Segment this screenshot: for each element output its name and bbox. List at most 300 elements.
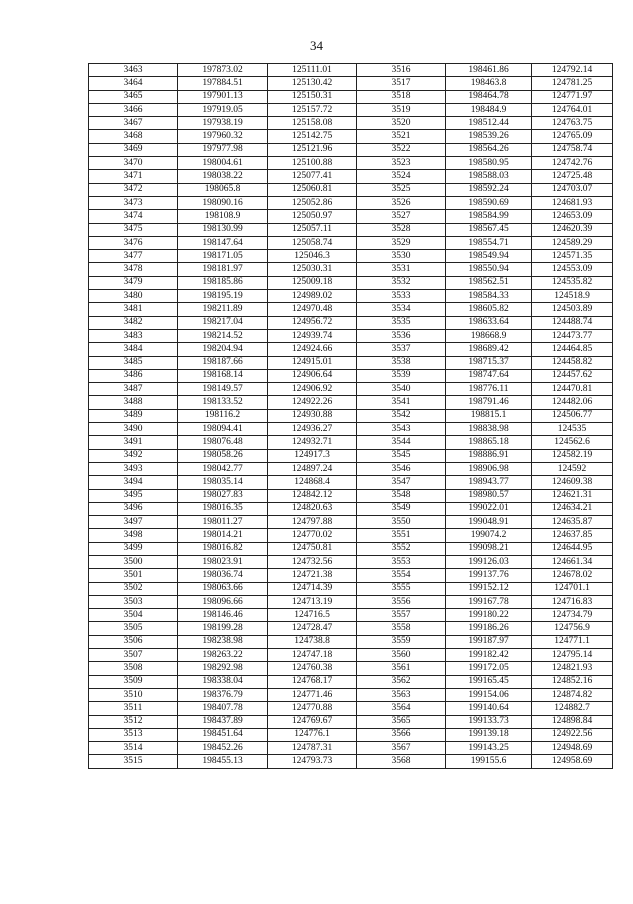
table-cell: 3509 [89,675,178,688]
table-cell: 3526 [357,196,446,209]
table-cell: 124716.5 [268,609,357,622]
table-row [89,316,613,329]
table-cell: 3464 [89,77,178,90]
table-cell: 124458.82 [532,356,613,369]
table-cell: 198181.97 [178,263,268,276]
table-cell: 3517 [357,77,446,90]
table-cell: 198592.24 [446,183,532,196]
table-cell: 3485 [89,356,178,369]
table-cell: 198452.26 [178,742,268,755]
table-cell: 198011.27 [178,516,268,529]
table-cell: 198562.51 [446,276,532,289]
table-cell: 3528 [357,223,446,236]
table-cell: 198211.89 [178,303,268,316]
table-cell: 3512 [89,715,178,728]
table-row [89,223,613,236]
table-cell: 124922.56 [532,728,613,741]
table-cell: 3465 [89,90,178,103]
table-cell: 3563 [357,688,446,701]
table-cell: 124473.77 [532,329,613,342]
table-cell: 3535 [357,316,446,329]
table-cell: 124820.63 [268,502,357,515]
table-row [89,356,613,369]
table-cell: 3501 [89,569,178,582]
table-row [89,529,613,542]
table-row [89,662,613,675]
table-cell: 125058.74 [268,236,357,249]
table-cell: 3524 [357,170,446,183]
table-cell: 3523 [357,157,446,170]
table-cell: 198943.77 [446,476,532,489]
table-row [89,329,613,342]
table-row [89,449,613,462]
table-cell: 124571.35 [532,250,613,263]
table-cell: 3554 [357,569,446,582]
table-cell: 3532 [357,276,446,289]
table-cell: 124482.06 [532,396,613,409]
table-row [89,276,613,289]
table-cell: 198338.04 [178,675,268,688]
table-cell: 3519 [357,103,446,116]
table-cell: 199187.97 [446,635,532,648]
table-cell: 3467 [89,117,178,130]
table-cell: 124897.24 [268,462,357,475]
table-cell: 3491 [89,436,178,449]
table-cell: 3496 [89,502,178,515]
table-row [89,210,613,223]
table-cell: 3564 [357,702,446,715]
table-cell: 3515 [89,755,178,768]
table-cell: 199137.76 [446,569,532,582]
table-cell: 124989.02 [268,290,357,303]
table-cell: 3544 [357,436,446,449]
table-cell: 124898.84 [532,715,613,728]
table-cell: 3545 [357,449,446,462]
table-cell: 124771.1 [532,635,613,648]
table-cell: 3518 [357,90,446,103]
table-cell: 3520 [357,117,446,130]
table-cell: 124747.18 [268,649,357,662]
table-row [89,117,613,130]
table-cell: 3533 [357,290,446,303]
table-row [89,423,613,436]
table-cell: 124874.82 [532,688,613,701]
table-cell: 3539 [357,369,446,382]
table-cell: 124634.21 [532,502,613,515]
table-cell: 3547 [357,476,446,489]
table-row [89,542,613,555]
table-cell: 198168.14 [178,369,268,382]
table-cell: 3476 [89,236,178,249]
table-cell: 198116.2 [178,409,268,422]
table-cell: 199048.91 [446,516,532,529]
table-cell: 198146.46 [178,609,268,622]
table-cell: 199165.45 [446,675,532,688]
table-cell: 124758.74 [532,143,613,156]
table-cell: 124734.79 [532,609,613,622]
table-cell: 3553 [357,555,446,568]
table-cell: 124787.31 [268,742,357,755]
table-cell: 198214.52 [178,329,268,342]
table-cell: 125100.88 [268,157,357,170]
table-cell: 198539.26 [446,130,532,143]
table-cell: 198437.89 [178,715,268,728]
table-cell: 124917.3 [268,449,357,462]
table-cell: 198407.78 [178,702,268,715]
table-cell: 124621.31 [532,489,613,502]
table-cell: 3537 [357,343,446,356]
table-cell: 198185.86 [178,276,268,289]
table-cell: 124635.87 [532,516,613,529]
table-cell: 198815.1 [446,409,532,422]
table-cell: 3490 [89,423,178,436]
table-cell: 124939.74 [268,329,357,342]
table-cell: 124932.71 [268,436,357,449]
table-row [89,64,613,77]
table-cell: 198564.26 [446,143,532,156]
table-cell: 124713.19 [268,595,357,608]
table-body [89,64,613,769]
table-cell: 124464.85 [532,343,613,356]
table-cell: 3552 [357,542,446,555]
table-cell: 3557 [357,609,446,622]
table-cell: 198376.79 [178,688,268,701]
table-cell: 199154.06 [446,688,532,701]
table-cell: 198035.14 [178,476,268,489]
table-cell: 124793.73 [268,755,357,768]
table-cell: 198668.9 [446,329,532,342]
table-cell: 124562.6 [532,436,613,449]
table-cell: 124770.88 [268,702,357,715]
table-cell: 197977.98 [178,143,268,156]
table-cell: 125111.01 [268,64,357,77]
table-cell: 3468 [89,130,178,143]
table-cell: 125009.18 [268,276,357,289]
table-cell: 124653.09 [532,210,613,223]
table-cell: 3559 [357,635,446,648]
table-cell: 124781.25 [532,77,613,90]
table-cell: 124703.07 [532,183,613,196]
table-row [89,130,613,143]
table-cell: 3507 [89,649,178,662]
table-row [89,290,613,303]
table-cell: 124915.01 [268,356,357,369]
table-cell: 198464.78 [446,90,532,103]
table-cell: 124457.62 [532,369,613,382]
table-cell: 3550 [357,516,446,529]
table-cell: 125158.08 [268,117,357,130]
table-cell: 198147.64 [178,236,268,249]
table-cell: 3558 [357,622,446,635]
table-cell: 124592 [532,462,613,475]
table-cell: 3543 [357,423,446,436]
table-row [89,250,613,263]
table-cell: 124582.19 [532,449,613,462]
table-cell: 3541 [357,396,446,409]
table-cell: 198590.69 [446,196,532,209]
table-cell: 198484.9 [446,103,532,116]
table-cell: 198715.37 [446,356,532,369]
table-cell: 124930.88 [268,409,357,422]
table-cell: 199126.03 [446,555,532,568]
table-cell: 198451.64 [178,728,268,741]
table-cell: 198886.91 [446,449,532,462]
table-cell: 124842.12 [268,489,357,502]
table-cell: 198580.95 [446,157,532,170]
table-cell: 3549 [357,502,446,515]
table-cell: 198865.18 [446,436,532,449]
table-cell: 124906.92 [268,383,357,396]
table-cell: 198042.77 [178,462,268,475]
table-cell: 199022.01 [446,502,532,515]
table-cell: 199140.64 [446,702,532,715]
table-row [89,343,613,356]
table-cell: 198014.21 [178,529,268,542]
table-cell: 198016.82 [178,542,268,555]
table-row [89,383,613,396]
table-cell: 3484 [89,343,178,356]
table-cell: 197901.13 [178,90,268,103]
table-cell: 198036.74 [178,569,268,582]
table-cell: 124750.81 [268,542,357,555]
table-cell: 124956.72 [268,316,357,329]
table-cell: 3499 [89,542,178,555]
table-cell: 124776.1 [268,728,357,741]
table-cell: 3472 [89,183,178,196]
table-cell: 198027.83 [178,489,268,502]
table-cell: 198455.13 [178,755,268,768]
table-cell: 3530 [357,250,446,263]
table-cell: 3497 [89,516,178,529]
table-cell: 198199.28 [178,622,268,635]
table-cell: 3498 [89,529,178,542]
table-cell: 124769.67 [268,715,357,728]
table-cell: 124852.16 [532,675,613,688]
table-row [89,569,613,582]
table-cell: 3555 [357,582,446,595]
table-cell: 3560 [357,649,446,662]
table-cell: 124738.8 [268,635,357,648]
table-row [89,369,613,382]
table-cell: 125030.31 [268,263,357,276]
table-cell: 3514 [89,742,178,755]
table-cell: 124771.97 [532,90,613,103]
table-cell: 198090.16 [178,196,268,209]
table-cell: 124924.66 [268,343,357,356]
table-cell: 198550.94 [446,263,532,276]
table-row [89,236,613,249]
table-cell: 198133.52 [178,396,268,409]
table-cell: 124795.14 [532,649,613,662]
table-cell: 3504 [89,609,178,622]
table-cell: 3480 [89,290,178,303]
table-cell: 198461.86 [446,64,532,77]
table-cell: 124768.17 [268,675,357,688]
table-cell: 199172.05 [446,662,532,675]
table-cell: 124553.09 [532,263,613,276]
table-cell: 124535 [532,423,613,436]
table-row [89,143,613,156]
table-cell: 125077.41 [268,170,357,183]
table-cell: 3529 [357,236,446,249]
table-cell: 3482 [89,316,178,329]
table-cell: 198906.98 [446,462,532,475]
table-row [89,595,613,608]
table-row [89,742,613,755]
table-cell: 198187.66 [178,356,268,369]
table-cell: 3522 [357,143,446,156]
table-cell: 199152.12 [446,582,532,595]
table-row [89,649,613,662]
table-cell: 124732.56 [268,555,357,568]
table-cell: 3502 [89,582,178,595]
table-cell: 124589.29 [532,236,613,249]
table-cell: 3479 [89,276,178,289]
table-cell: 198588.03 [446,170,532,183]
table-cell: 3475 [89,223,178,236]
table-cell: 198512.44 [446,117,532,130]
table-cell: 198791.46 [446,396,532,409]
table-cell: 3511 [89,702,178,715]
table-cell: 197919.05 [178,103,268,116]
table-cell: 198108.9 [178,210,268,223]
table-cell: 124742.76 [532,157,613,170]
table-cell: 3540 [357,383,446,396]
table-row [89,555,613,568]
table-row [89,103,613,116]
table-cell: 198238.98 [178,635,268,648]
table-row [89,702,613,715]
table-cell: 3508 [89,662,178,675]
table-cell: 125060.81 [268,183,357,196]
table-cell: 198554.71 [446,236,532,249]
table-cell: 3500 [89,555,178,568]
table-row [89,396,613,409]
table-cell: 3556 [357,595,446,608]
table-cell: 124470.81 [532,383,613,396]
table-cell: 199155.6 [446,755,532,768]
table-cell: 198980.57 [446,489,532,502]
table-cell: 3542 [357,409,446,422]
table-cell: 124721.38 [268,569,357,582]
table-cell: 3562 [357,675,446,688]
table-row [89,516,613,529]
table-cell: 3489 [89,409,178,422]
table-cell: 124620.39 [532,223,613,236]
table-cell: 3493 [89,462,178,475]
table-cell: 124756.9 [532,622,613,635]
table-row [89,675,613,688]
table-cell: 124518.9 [532,290,613,303]
table-cell: 198076.48 [178,436,268,449]
table-cell: 198063.66 [178,582,268,595]
table-cell: 3483 [89,329,178,342]
table-cell: 124763.75 [532,117,613,130]
table-cell: 199143.25 [446,742,532,755]
table-row [89,609,613,622]
table-row [89,90,613,103]
table-cell: 3548 [357,489,446,502]
table-row [89,635,613,648]
table-row [89,728,613,741]
table-cell: 198217.04 [178,316,268,329]
table-cell: 124764.01 [532,103,613,116]
table-cell: 3516 [357,64,446,77]
table-cell: 198689.42 [446,343,532,356]
table-cell: 3538 [357,356,446,369]
table-cell: 125121.96 [268,143,357,156]
table-cell: 199133.73 [446,715,532,728]
table-cell: 3561 [357,662,446,675]
coordinates-table [88,63,613,769]
table-cell: 198605.82 [446,303,532,316]
table-cell: 3478 [89,263,178,276]
table-cell: 3486 [89,369,178,382]
table-cell: 3565 [357,715,446,728]
table-cell: 198633.64 [446,316,532,329]
table-cell: 3488 [89,396,178,409]
table-row [89,715,613,728]
table-cell: 198058.26 [178,449,268,462]
table-row [89,502,613,515]
table-cell: 3521 [357,130,446,143]
table-cell: 198549.94 [446,250,532,263]
table-cell: 3470 [89,157,178,170]
table-cell: 3466 [89,103,178,116]
table-cell: 198584.33 [446,290,532,303]
table-cell: 124609.38 [532,476,613,489]
table-cell: 125052.86 [268,196,357,209]
table-cell: 198094.41 [178,423,268,436]
table-row [89,263,613,276]
table-cell: 124637.85 [532,529,613,542]
table-cell: 199182.42 [446,649,532,662]
table-cell: 124681.93 [532,196,613,209]
table-cell: 198038.22 [178,170,268,183]
table-cell: 124958.69 [532,755,613,768]
table-cell: 198195.19 [178,290,268,303]
table-cell: 124868.4 [268,476,357,489]
table-row [89,489,613,502]
table-cell: 3473 [89,196,178,209]
table-cell: 199186.26 [446,622,532,635]
table-cell: 197960.32 [178,130,268,143]
table-cell: 124644.95 [532,542,613,555]
table-cell: 124922.26 [268,396,357,409]
table-row [89,622,613,635]
table-cell: 198130.99 [178,223,268,236]
table-row [89,77,613,90]
table-cell: 3463 [89,64,178,77]
table-cell: 3568 [357,755,446,768]
table-cell: 124771.46 [268,688,357,701]
table-cell: 198149.57 [178,383,268,396]
table-cell: 124678.02 [532,569,613,582]
table-cell: 124792.14 [532,64,613,77]
table-cell: 3474 [89,210,178,223]
table-row [89,462,613,475]
table-cell: 125130.42 [268,77,357,90]
table-cell: 3510 [89,688,178,701]
table-row [89,303,613,316]
table-cell: 124948.69 [532,742,613,755]
table-cell: 198096.66 [178,595,268,608]
table-cell: 124716.83 [532,595,613,608]
table-cell: 199139.18 [446,728,532,741]
table-cell: 124821.93 [532,662,613,675]
table-cell: 3487 [89,383,178,396]
table-cell: 3527 [357,210,446,223]
